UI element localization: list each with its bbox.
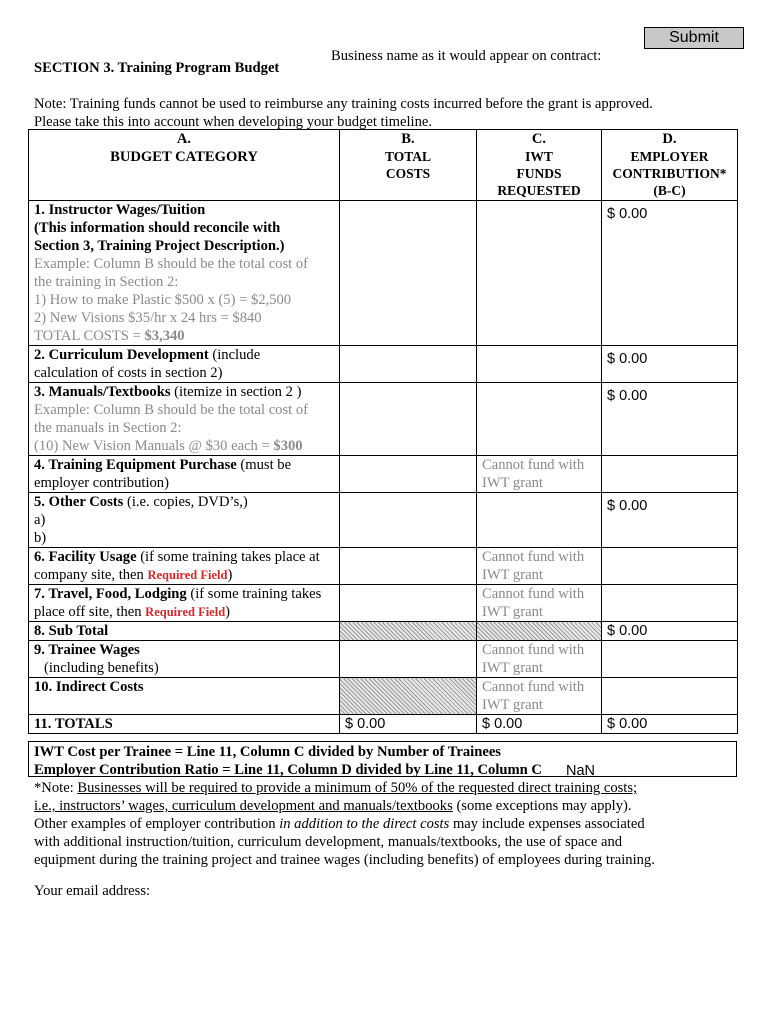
- footnote-line-2: i.e., instructors’ wages, curriculum development and manuals/textbooks (some exceptions may apply).: [34, 798, 632, 814]
- row-2-category: 2. Curriculum Development (include calculation of costs in section 2): [29, 346, 340, 383]
- row-11-d-value: $ 0.00: [607, 716, 648, 732]
- row-5-iwt-funds-input[interactable]: [477, 493, 602, 548]
- row-7-title: 7. Travel, Food, Lodging: [34, 586, 187, 602]
- row-1-category: [29, 201, 340, 346]
- footnote-line-1: *Note: Businesses will be required to provide a minimum of 50% of the requested direct training costs;: [34, 780, 638, 796]
- row-8-category: [29, 622, 340, 641]
- row-5-item-b: b): [34, 530, 47, 546]
- row-5-title: 5. Other Costs: [34, 494, 124, 510]
- row-4-title: 4. Training Equipment Purchase: [34, 457, 237, 473]
- cannot-fund-note: Cannot fund with: [482, 679, 585, 695]
- table-row: [29, 548, 738, 585]
- header-col-a: [29, 130, 340, 201]
- row-8-employer-contribution: [602, 622, 738, 641]
- row-3-category: 3. Manuals/Textbooks (itemize in section 2 ) Example: Column B should be the total cost of the manuals in Section 2: (10) New Vision Manuals @ $30 each = $300: [29, 383, 340, 456]
- row-3-example: the manuals in Section 2:: [34, 420, 182, 436]
- table-row: [29, 641, 738, 678]
- table-row: [29, 383, 738, 456]
- row-6-title: 6. Facility Usage: [34, 549, 137, 565]
- table-row: [29, 456, 738, 493]
- note-line-2: Please take this into account when developing your budget timeline.: [34, 114, 432, 130]
- header-d-label: (B-C): [653, 183, 686, 198]
- row-8-iwt-funds-disabled: [477, 622, 602, 641]
- row-5-d-value: $ 0.00: [607, 498, 648, 514]
- row-7-category: 7. Travel, Food, Lodging (if some training takes place off site, then Required Field): [29, 585, 340, 622]
- header-a-letter: A.: [176, 131, 192, 147]
- row-5-total-costs-input[interactable]: [340, 493, 477, 548]
- cannot-fund-note: IWT grant: [482, 697, 543, 713]
- row-10-total-costs-disabled: [340, 678, 477, 715]
- required-field-label: Required Field: [147, 568, 228, 582]
- row-6-total-costs-input[interactable]: [340, 548, 477, 585]
- business-name-label: Business name as it would appear on contract:: [331, 48, 602, 64]
- row-6-category: 6. Facility Usage (if some training takes place at company site, then Required Field): [29, 548, 340, 585]
- row-2-iwt-funds-input[interactable]: [477, 346, 602, 383]
- row-5-employer-contribution: [602, 493, 738, 548]
- row-9-category: [29, 641, 340, 678]
- row-8-d-value: $ 0.00: [607, 623, 648, 639]
- row-4-employer-contribution[interactable]: [602, 456, 738, 493]
- row-9-employer-contribution[interactable]: [602, 641, 738, 678]
- cannot-fund-note: IWT grant: [482, 660, 543, 676]
- row-3-example-total: (10) New Vision Manuals @ $30 each = $300: [34, 438, 303, 454]
- row-8-title: 8. Sub Total: [34, 623, 109, 639]
- row-1-example: Example: Column B should be the total cost of: [34, 256, 309, 272]
- table-row: [29, 201, 738, 346]
- header-b-label: TOTAL: [384, 149, 432, 164]
- row-11-title: 11. TOTALS: [34, 716, 113, 732]
- header-a-label: BUDGET CATEGORY: [110, 149, 258, 165]
- row-2-total-costs-input[interactable]: [340, 346, 477, 383]
- cannot-fund-note: IWT grant: [482, 475, 543, 491]
- row-10-category: [29, 678, 340, 715]
- row-11-total-costs: [340, 715, 477, 734]
- row-5-category: 5. Other Costs (i.e. copies, DVD’s,) a) b): [29, 493, 340, 548]
- row-3-iwt-funds-input[interactable]: [477, 383, 602, 456]
- header-b-label: COSTS: [385, 166, 431, 181]
- header-c-letter: C.: [531, 131, 547, 147]
- row-1-title: 1. Instructor Wages/Tuition: [34, 202, 206, 218]
- row-2-desc: calculation of costs in section 2): [34, 365, 223, 381]
- header-col-d: [602, 130, 738, 201]
- row-2-employer-contribution: [602, 346, 738, 383]
- row-4-category: 4. Training Equipment Purchase (must be employer contribution): [29, 456, 340, 493]
- ratio-value: NaN: [566, 763, 596, 779]
- row-11-category: [29, 715, 340, 734]
- row-6-employer-contribution[interactable]: [602, 548, 738, 585]
- row-10-iwt-funds: [477, 678, 602, 715]
- table-row: [29, 346, 738, 383]
- row-11-iwt-funds: [477, 715, 602, 734]
- header-d-label: CONTRIBUTION*: [612, 166, 727, 181]
- cannot-fund-note: Cannot fund with: [482, 549, 585, 565]
- header-d-label: EMPLOYER: [630, 149, 709, 164]
- row-1-example-total: TOTAL COSTS = $3,340: [34, 328, 185, 344]
- table-row: [29, 715, 738, 734]
- note-line-1: Note: Training funds cannot be used to reimburse any training costs incurred before the grant is approved.: [34, 96, 653, 112]
- row-9-total-costs-input[interactable]: [340, 641, 477, 678]
- table-header-row: [29, 130, 738, 201]
- row-11-employer-contribution: [602, 715, 738, 734]
- row-3-title: 3. Manuals/Textbooks: [34, 384, 171, 400]
- submit-button[interactable]: Submit: [644, 27, 744, 49]
- row-1-iwt-funds-input[interactable]: [477, 201, 602, 346]
- row-3-d-value: $ 0.00: [607, 388, 648, 404]
- header-c-label: IWT: [525, 149, 553, 164]
- cannot-fund-note: Cannot fund with: [482, 642, 585, 658]
- cannot-fund-note: Cannot fund with: [482, 586, 585, 602]
- row-1-title: (This information should reconcile with: [34, 220, 281, 236]
- row-1-example: 1) How to make Plastic $500 x (5) = $2,500: [34, 292, 292, 308]
- row-1-d-value: $ 0.00: [607, 206, 648, 222]
- row-1-title: Section 3, Training Project Description.): [34, 238, 285, 254]
- footnote-line-5: equipment during the training project and trainee wages (including benefits) of employees during training.: [34, 852, 655, 868]
- row-3-total-costs-input[interactable]: [340, 383, 477, 456]
- required-field-label: Required Field: [145, 605, 226, 619]
- header-c-label: REQUESTED: [497, 183, 581, 198]
- row-9-title: 9. Trainee Wages: [34, 642, 140, 658]
- footnote-line-3: Other examples of employer contribution in addition to the direct costs may include expenses associated: [34, 816, 645, 832]
- cannot-fund-note: IWT grant: [482, 567, 543, 583]
- row-1-example: 2) New Visions $35/hr x 24 hrs = $840: [34, 310, 262, 326]
- row-4-desc: employer contribution): [34, 475, 169, 491]
- row-3-employer-contribution: [602, 383, 738, 456]
- row-10-employer-contribution[interactable]: [602, 678, 738, 715]
- table-row: [29, 622, 738, 641]
- employer-contribution-ratio: Employer Contribution Ratio = Line 11, Column D divided by Line 11, Column C: [34, 762, 542, 778]
- row-5-item-a: a): [34, 512, 46, 528]
- row-1-employer-contribution: [602, 201, 738, 346]
- iwt-cost-per-trainee: IWT Cost per Trainee = Line 11, Column C divided by Number of Trainees: [34, 744, 501, 760]
- row-6-iwt-funds: [477, 548, 602, 585]
- row-2-d-value: $ 0.00: [607, 351, 648, 367]
- cannot-fund-note: Cannot fund with: [482, 457, 585, 473]
- table-row: [29, 678, 738, 715]
- row-1-example: the training in Section 2:: [34, 274, 179, 290]
- row-9-desc: (including benefits): [44, 660, 159, 676]
- row-1-total-costs-input[interactable]: [340, 201, 477, 346]
- row-9-iwt-funds: [477, 641, 602, 678]
- email-label: Your email address:: [34, 883, 151, 899]
- row-7-total-costs-input[interactable]: [340, 585, 477, 622]
- header-c-label: FUNDS: [516, 166, 562, 181]
- row-4-total-costs-input[interactable]: [340, 456, 477, 493]
- row-7-iwt-funds: [477, 585, 602, 622]
- header-b-letter: B.: [401, 131, 415, 147]
- cannot-fund-note: IWT grant: [482, 604, 543, 620]
- row-4-iwt-funds: [477, 456, 602, 493]
- row-7-employer-contribution[interactable]: [602, 585, 738, 622]
- footnote-line-4: with additional instruction/tuition, curriculum development, manuals/textbooks, the use of space and: [34, 834, 623, 850]
- row-11-c-value: $ 0.00: [482, 716, 523, 732]
- header-d-letter: D.: [662, 131, 677, 147]
- email-input[interactable]: [160, 880, 560, 900]
- header-col-c: [477, 130, 602, 201]
- row-10-title: 10. Indirect Costs: [34, 679, 144, 695]
- row-2-title: 2. Curriculum Development: [34, 347, 209, 363]
- budget-table: [28, 129, 738, 734]
- row-8-total-costs-disabled: [340, 622, 477, 641]
- table-row: [29, 585, 738, 622]
- row-3-example: Example: Column B should be the total cost of: [34, 402, 309, 418]
- row-11-b-value: $ 0.00: [345, 716, 386, 732]
- section-title: SECTION 3. Training Program Budget: [34, 60, 280, 76]
- table-row: [29, 493, 738, 548]
- header-col-b: [340, 130, 477, 201]
